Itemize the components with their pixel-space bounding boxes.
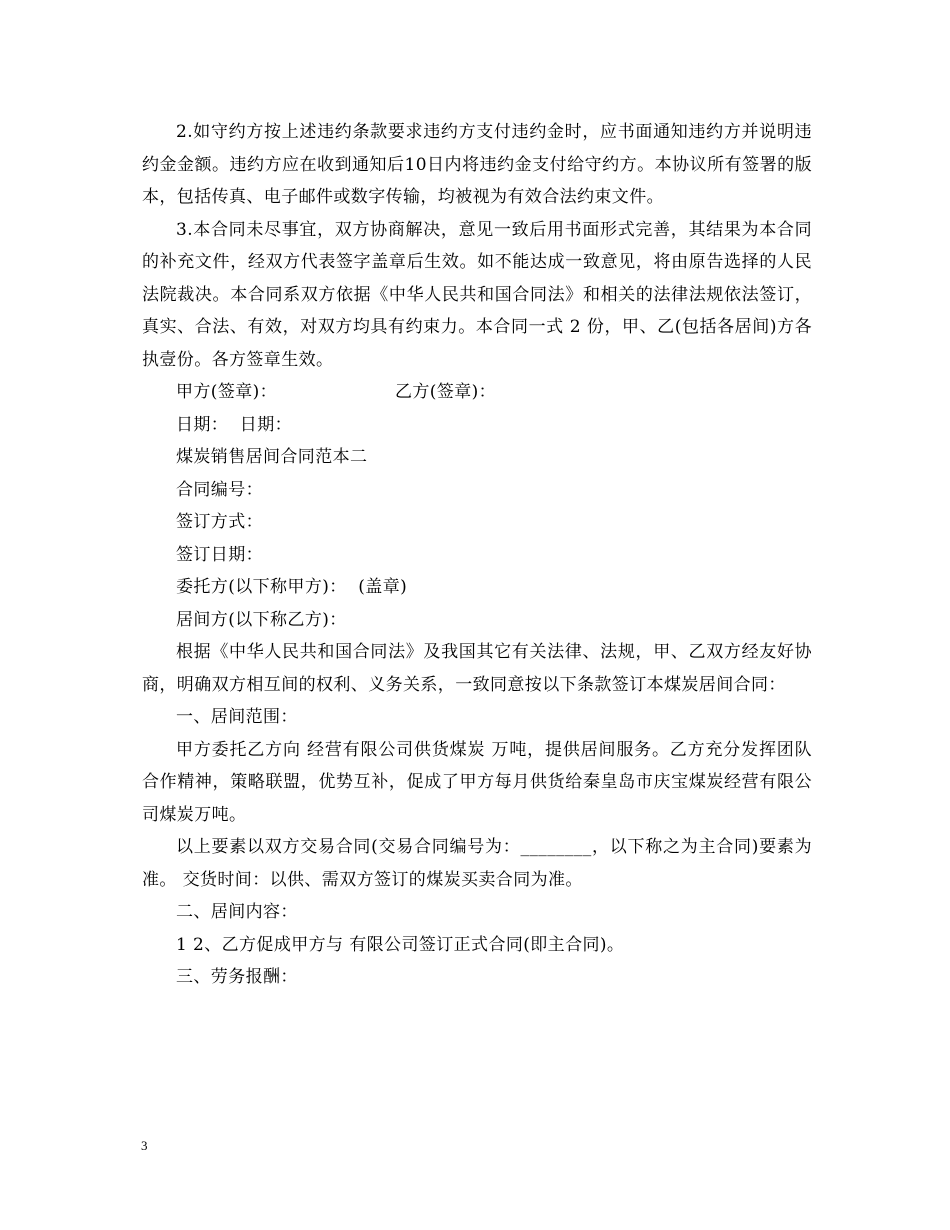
contract-number-field: 合同编号： — [176, 479, 263, 500]
sign-method-field: 签订方式： — [176, 512, 263, 532]
section-1-note: 以上要素以双方交易合同(交易合同编号为：________，以下称之为主合同)要素为准。 交货时间：以供、需双方签订的煤炭买卖合同为准。 — [142, 837, 812, 890]
contract-title-two: 煤炭销售居间合同范本二 — [176, 447, 368, 467]
principal-party-field: 委托方(以下称甲方)： (盖章) — [176, 577, 408, 597]
party-a-signature: 甲方(签章)： — [176, 382, 278, 402]
intermediary-party-field: 居间方(以下称乙方)： — [176, 609, 347, 630]
section-1-body: 甲方委托乙方向 经营有限公司供货煤炭 万吨，提供居间服务。乙方充分发挥团队合作精神，策略联盟，优势互补，促成了甲方每月供货给秦皇岛市庆宝煤炭经营有限公司煤炭万吨。 — [142, 739, 812, 825]
page-number: 3 — [141, 1138, 148, 1153]
clause-3-paragraph: 3.本合同未尽事宜，双方协商解决，意见一致后用书面形式完善，其结果为本合同的补充文件，经双方代表签字盖章后生效。如不能达成一致意见，将由原告选择的人民法院裁决。本合同系双方依据《中华人民共和国合同法》和相关的法律法规依法签订，真实、合法、有效，对双方均具有约束力。本合同一式 2 份，甲、乙(包括各居间)方各执壹份。各方签章生效。 — [142, 219, 812, 370]
preamble-paragraph: 根据《中华人民共和国合同法》及我国其它有关法律、法规，甲、乙双方经友好协商，明确双方相互间的权利、义务关系，一致同意按以下条款签订本煤炭居间合同： — [142, 642, 812, 695]
party-b-signature: 乙方(签章)： — [395, 382, 497, 402]
clause-2-paragraph: 2.如守约方按上述违约条款要求违约方支付违约金时，应书面通知违约方并说明违约金金额。违约方应在收到通知后10日内将违约金支付给守约方。本协议所有签署的版本，包括传真、电子邮件或数字传输，均被视为有效合法约束文件。 — [142, 122, 812, 207]
section-3-heading: 三、劳务报酬： — [176, 967, 298, 987]
section-2-heading: 二、居间内容： — [176, 902, 298, 922]
section-1-heading: 一、居间范围： — [176, 707, 298, 727]
date-line: 日期： 日期： — [176, 414, 293, 435]
section-2-body: 1 2、乙方促成甲方与 有限公司签订正式合同(即主合同)。 — [176, 934, 625, 955]
signature-line — [142, 376, 812, 409]
sign-date-field: 签订日期： — [176, 544, 263, 565]
document-body — [142, 116, 812, 994]
